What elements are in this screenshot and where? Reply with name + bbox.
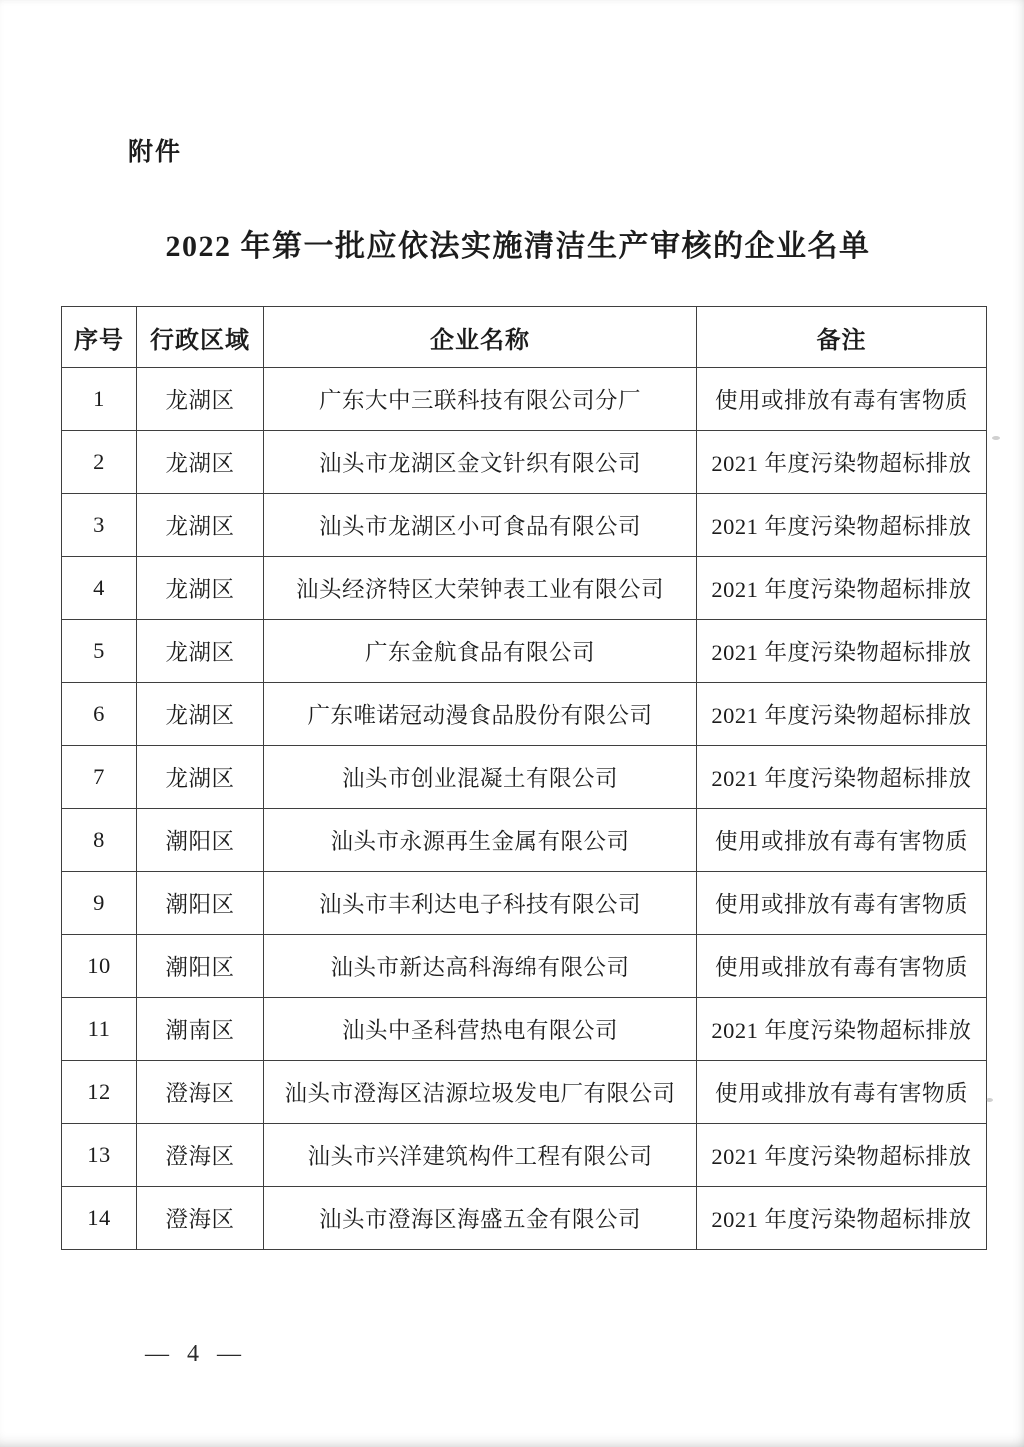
district-cell: 龙湖区 bbox=[137, 683, 264, 746]
scan-speck bbox=[992, 436, 1000, 440]
table-row bbox=[62, 683, 987, 746]
table-body bbox=[62, 368, 987, 1250]
district-cell: 龙湖区 bbox=[137, 431, 264, 494]
serial-number-cell: 14 bbox=[62, 1187, 137, 1250]
document-title: 2022 年第一批应依法实施清洁生产审核的企业名单 bbox=[165, 230, 871, 263]
serial-number-cell: 4 bbox=[62, 557, 137, 620]
company-name-cell: 广东金航食品有限公司 bbox=[264, 620, 697, 683]
company-name-cell: 汕头市兴洋建筑构件工程有限公司 bbox=[264, 1124, 697, 1187]
company-name-cell: 汕头市创业混凝土有限公司 bbox=[264, 746, 697, 809]
table-row bbox=[62, 998, 987, 1061]
serial-number-cell: 13 bbox=[62, 1124, 137, 1187]
company-name-cell: 广东唯诺冠动漫食品股份有限公司 bbox=[264, 683, 697, 746]
attachment-label: 附件 bbox=[128, 139, 183, 166]
serial-number-cell: 2 bbox=[62, 431, 137, 494]
remark-cell: 2021 年度污染物超标排放 bbox=[697, 431, 987, 494]
company-table bbox=[61, 306, 987, 1250]
table-row bbox=[62, 494, 987, 557]
serial-number-cell: 11 bbox=[62, 998, 137, 1061]
table-row bbox=[62, 809, 987, 872]
serial-number-cell: 5 bbox=[62, 620, 137, 683]
district-cell: 澄海区 bbox=[137, 1124, 264, 1187]
remark-cell: 使用或排放有毒有害物质 bbox=[697, 1061, 987, 1124]
table-row bbox=[62, 872, 987, 935]
remark-cell: 2021 年度污染物超标排放 bbox=[697, 1124, 987, 1187]
remark-cell: 2021 年度污染物超标排放 bbox=[697, 620, 987, 683]
company-name-cell: 汕头市新达高科海绵有限公司 bbox=[264, 935, 697, 998]
remark-cell: 2021 年度污染物超标排放 bbox=[697, 683, 987, 746]
remark-cell: 使用或排放有毒有害物质 bbox=[697, 809, 987, 872]
serial-number-cell: 8 bbox=[62, 809, 137, 872]
serial-number-cell: 3 bbox=[62, 494, 137, 557]
remark-cell: 2021 年度污染物超标排放 bbox=[697, 998, 987, 1061]
serial-number-cell: 12 bbox=[62, 1061, 137, 1124]
company-name-cell: 汕头市澄海区洁源垃圾发电厂有限公司 bbox=[264, 1061, 697, 1124]
district-cell: 澄海区 bbox=[137, 1061, 264, 1124]
district-cell: 龙湖区 bbox=[137, 557, 264, 620]
serial-number-cell: 6 bbox=[62, 683, 137, 746]
remark-cell: 2021 年度污染物超标排放 bbox=[697, 746, 987, 809]
scan-speck bbox=[986, 1098, 993, 1102]
column-header: 行政区域 bbox=[137, 307, 264, 368]
serial-number-cell: 1 bbox=[62, 368, 137, 431]
table-row bbox=[62, 1187, 987, 1250]
serial-number-cell: 7 bbox=[62, 746, 137, 809]
district-cell: 龙湖区 bbox=[137, 620, 264, 683]
page-number: — 4 — bbox=[145, 1341, 247, 1367]
remark-cell: 使用或排放有毒有害物质 bbox=[697, 935, 987, 998]
serial-number-cell: 10 bbox=[62, 935, 137, 998]
remark-cell: 2021 年度污染物超标排放 bbox=[697, 494, 987, 557]
column-header: 序号 bbox=[62, 307, 137, 368]
district-cell: 龙湖区 bbox=[137, 368, 264, 431]
remark-cell: 2021 年度污染物超标排放 bbox=[697, 1187, 987, 1250]
column-header: 备注 bbox=[697, 307, 987, 368]
table-row bbox=[62, 620, 987, 683]
table-row bbox=[62, 431, 987, 494]
remark-cell: 2021 年度污染物超标排放 bbox=[697, 557, 987, 620]
district-cell: 澄海区 bbox=[137, 1187, 264, 1250]
table-row bbox=[62, 557, 987, 620]
district-cell: 潮阳区 bbox=[137, 809, 264, 872]
company-name-cell: 广东大中三联科技有限公司分厂 bbox=[264, 368, 697, 431]
remark-cell: 使用或排放有毒有害物质 bbox=[697, 368, 987, 431]
company-name-cell: 汕头市澄海区海盛五金有限公司 bbox=[264, 1187, 697, 1250]
table-row bbox=[62, 1061, 987, 1124]
district-cell: 潮阳区 bbox=[137, 935, 264, 998]
serial-number-cell: 9 bbox=[62, 872, 137, 935]
district-cell: 潮南区 bbox=[137, 998, 264, 1061]
remark-cell: 使用或排放有毒有害物质 bbox=[697, 872, 987, 935]
company-name-cell: 汕头市丰利达电子科技有限公司 bbox=[264, 872, 697, 935]
table-row bbox=[62, 1124, 987, 1187]
company-name-cell: 汕头市龙湖区小可食品有限公司 bbox=[264, 494, 697, 557]
table-row bbox=[62, 935, 987, 998]
table-row bbox=[62, 368, 987, 431]
company-name-cell: 汕头市龙湖区金文针织有限公司 bbox=[264, 431, 697, 494]
column-header: 企业名称 bbox=[264, 307, 697, 368]
table-row bbox=[62, 746, 987, 809]
company-name-cell: 汕头经济特区大荣钟表工业有限公司 bbox=[264, 557, 697, 620]
company-name-cell: 汕头中圣科营热电有限公司 bbox=[264, 998, 697, 1061]
table-header-row bbox=[62, 307, 987, 368]
district-cell: 潮阳区 bbox=[137, 872, 264, 935]
company-name-cell: 汕头市永源再生金属有限公司 bbox=[264, 809, 697, 872]
district-cell: 龙湖区 bbox=[137, 746, 264, 809]
table-header bbox=[62, 307, 987, 368]
district-cell: 龙湖区 bbox=[137, 494, 264, 557]
